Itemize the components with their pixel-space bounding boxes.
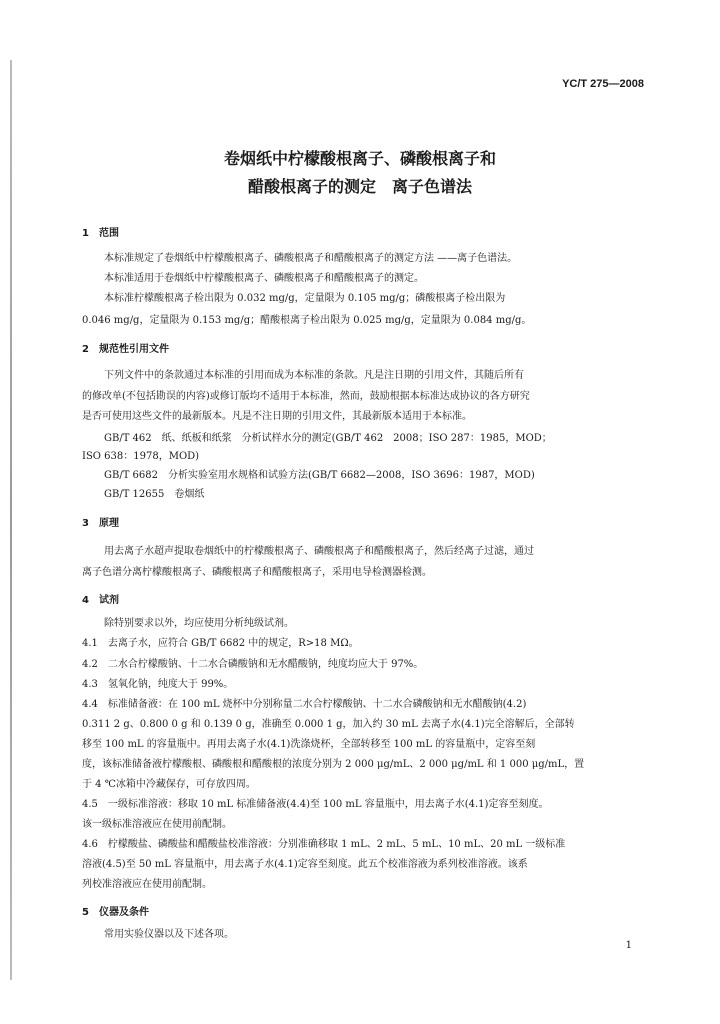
clause-4-5-continuation: 该一级标准溶液应在使用前配制。 [82,819,232,830]
clause-4-6-continuation: 溶液(4.5)至 50 mL 容量瓶中，用去离子水(4.1)定容至刻度。此五个校准溶液为系列校准溶液。该系 [82,859,528,870]
clause-4-4-continuation: 0.311 2 g、0.800 0 g 和 0.139 0 g，准确至 0.000 1 g，加入约 30 mL 去离子水(4.1)完全溶解后，全部转 [82,719,575,730]
paragraph: 本标准柠檬酸根离子检出限为 0.032 mg/g，定量限为 0.105 mg/g；磷酸根离子检出限为 [104,293,506,304]
clause-4-4: 4.4 标准储备液：在 100 mL 烧杯中分别称量二水合柠檬酸钠、十二水合磷酸钠和无水醋酸钠(4.2) [82,699,527,710]
paragraph: 常用实验仪器以及下述各项。 [104,929,234,940]
section-heading-normative-references: 2 规范性引用文件 [82,344,169,355]
page-title-line-1: 卷烟纸中柠檬酸根离子、磷酸根离子和 [223,149,496,168]
clause-4-4-continuation: 于 4 ℃冰箱中冷藏保存，可存放四周。 [82,779,256,790]
clause-4-4-continuation: 度，该标准储备液柠檬酸根、磷酸根和醋酸根的浓度分别为 2 000 μg/mL、2 000 μg/mL 和 1 000 μg/mL，置 [82,759,585,770]
paragraph: 本标准规定了卷烟纸中柠檬酸根离子、磷酸根离子和醋酸根离子的测定方法 ——离子色谱法。 [104,253,518,264]
page-number: 1 [625,940,632,951]
reference-item: GB/T 6682 分析实验室用水规格和试验方法(GB/T 6682—2008，ISO 3696：1987，MOD) [104,470,535,481]
reference-item-continuation: ISO 638：1978，MOD) [82,451,200,462]
section-heading-principle: 3 原理 [82,518,119,529]
paragraph: 下列文件中的条款通过本标准的引用而成为本标准的条款。凡是注日期的引用文件，其随后所有 [104,370,524,381]
paragraph: 除特别要求以外，均应使用分析纯级试剂。 [104,618,294,629]
paragraph-continuation: 离子色谱分离柠檬酸根离子、磷酸根离子和醋酸根离子，采用电导检测器检测。 [82,567,432,578]
paragraph-continuation: 0.046 mg/g，定量限为 0.153 mg/g；醋酸根离子检出限为 0.025 mg/g，定量限为 0.084 mg/g。 [82,315,532,326]
document-code: YC/T 275—2008 [562,78,644,90]
clause-4-6: 4.6 柠檬酸盐、磷酸盐和醋酸盐校准溶液：分别准确移取 1 mL、2 mL、5 mL、10 mL、20 mL 一级标准 [82,839,566,850]
paragraph: 用去离子水超声提取卷烟纸中的柠檬酸根离子、磷酸根离子和醋酸根离子，然后经离子过滤，通过 [104,546,534,557]
paragraph: 本标准适用于卷烟纸中柠檬酸根离子、磷酸根离子和醋酸根离子的测定。 [104,273,424,284]
section-heading-scope: 1 范围 [82,228,119,239]
clause-4-2: 4.2 二水合柠檬酸钠、十二水合磷酸钠和无水醋酸钠，纯度均应大于 97%。 [82,659,424,670]
paragraph-continuation: 的修改单(不包括勘误的内容)或修订版均不适用于本标准，然而，鼓励根据本标准达成协议的各方研究 [82,391,530,402]
section-heading-apparatus: 5 仪器及条件 [82,907,149,918]
reference-item: GB/T 12655 卷烟纸 [104,489,205,500]
page-title-line-2: 醋酸根离子的测定 离子色谱法 [247,177,472,196]
scan-edge-line [10,60,12,980]
paragraph-continuation: 是否可使用这些文件的最新版本。凡是不注日期的引用文件，其最新版本适用于本标准。 [82,411,472,422]
reference-item: GB/T 462 纸、纸板和纸浆 分析试样水分的测定(GB/T 462 2008；ISO 287：1985，MOD； [104,433,552,444]
clause-4-3: 4.3 氢氧化钠，纯度大于 99%。 [82,679,234,690]
section-heading-reagents: 4 试剂 [82,595,119,606]
clause-4-6-continuation: 列校准溶液应在使用前配制。 [82,879,212,890]
clause-4-4-continuation: 移至 100 mL 的容量瓶中。再用去离子水(4.1)洗涤烧杯，全部转移至 100 mL 的容量瓶中，定容至刻 [82,739,536,750]
clause-4-5: 4.5 一级标准溶液：移取 10 mL 标准储备液(4.4)至 100 mL 容量瓶中，用去离子水(4.1)定容至刻度。 [82,799,549,810]
clause-4-1: 4.1 去离子水，应符合 GB/T 6682 中的规定，R>18 MΩ。 [82,638,359,649]
